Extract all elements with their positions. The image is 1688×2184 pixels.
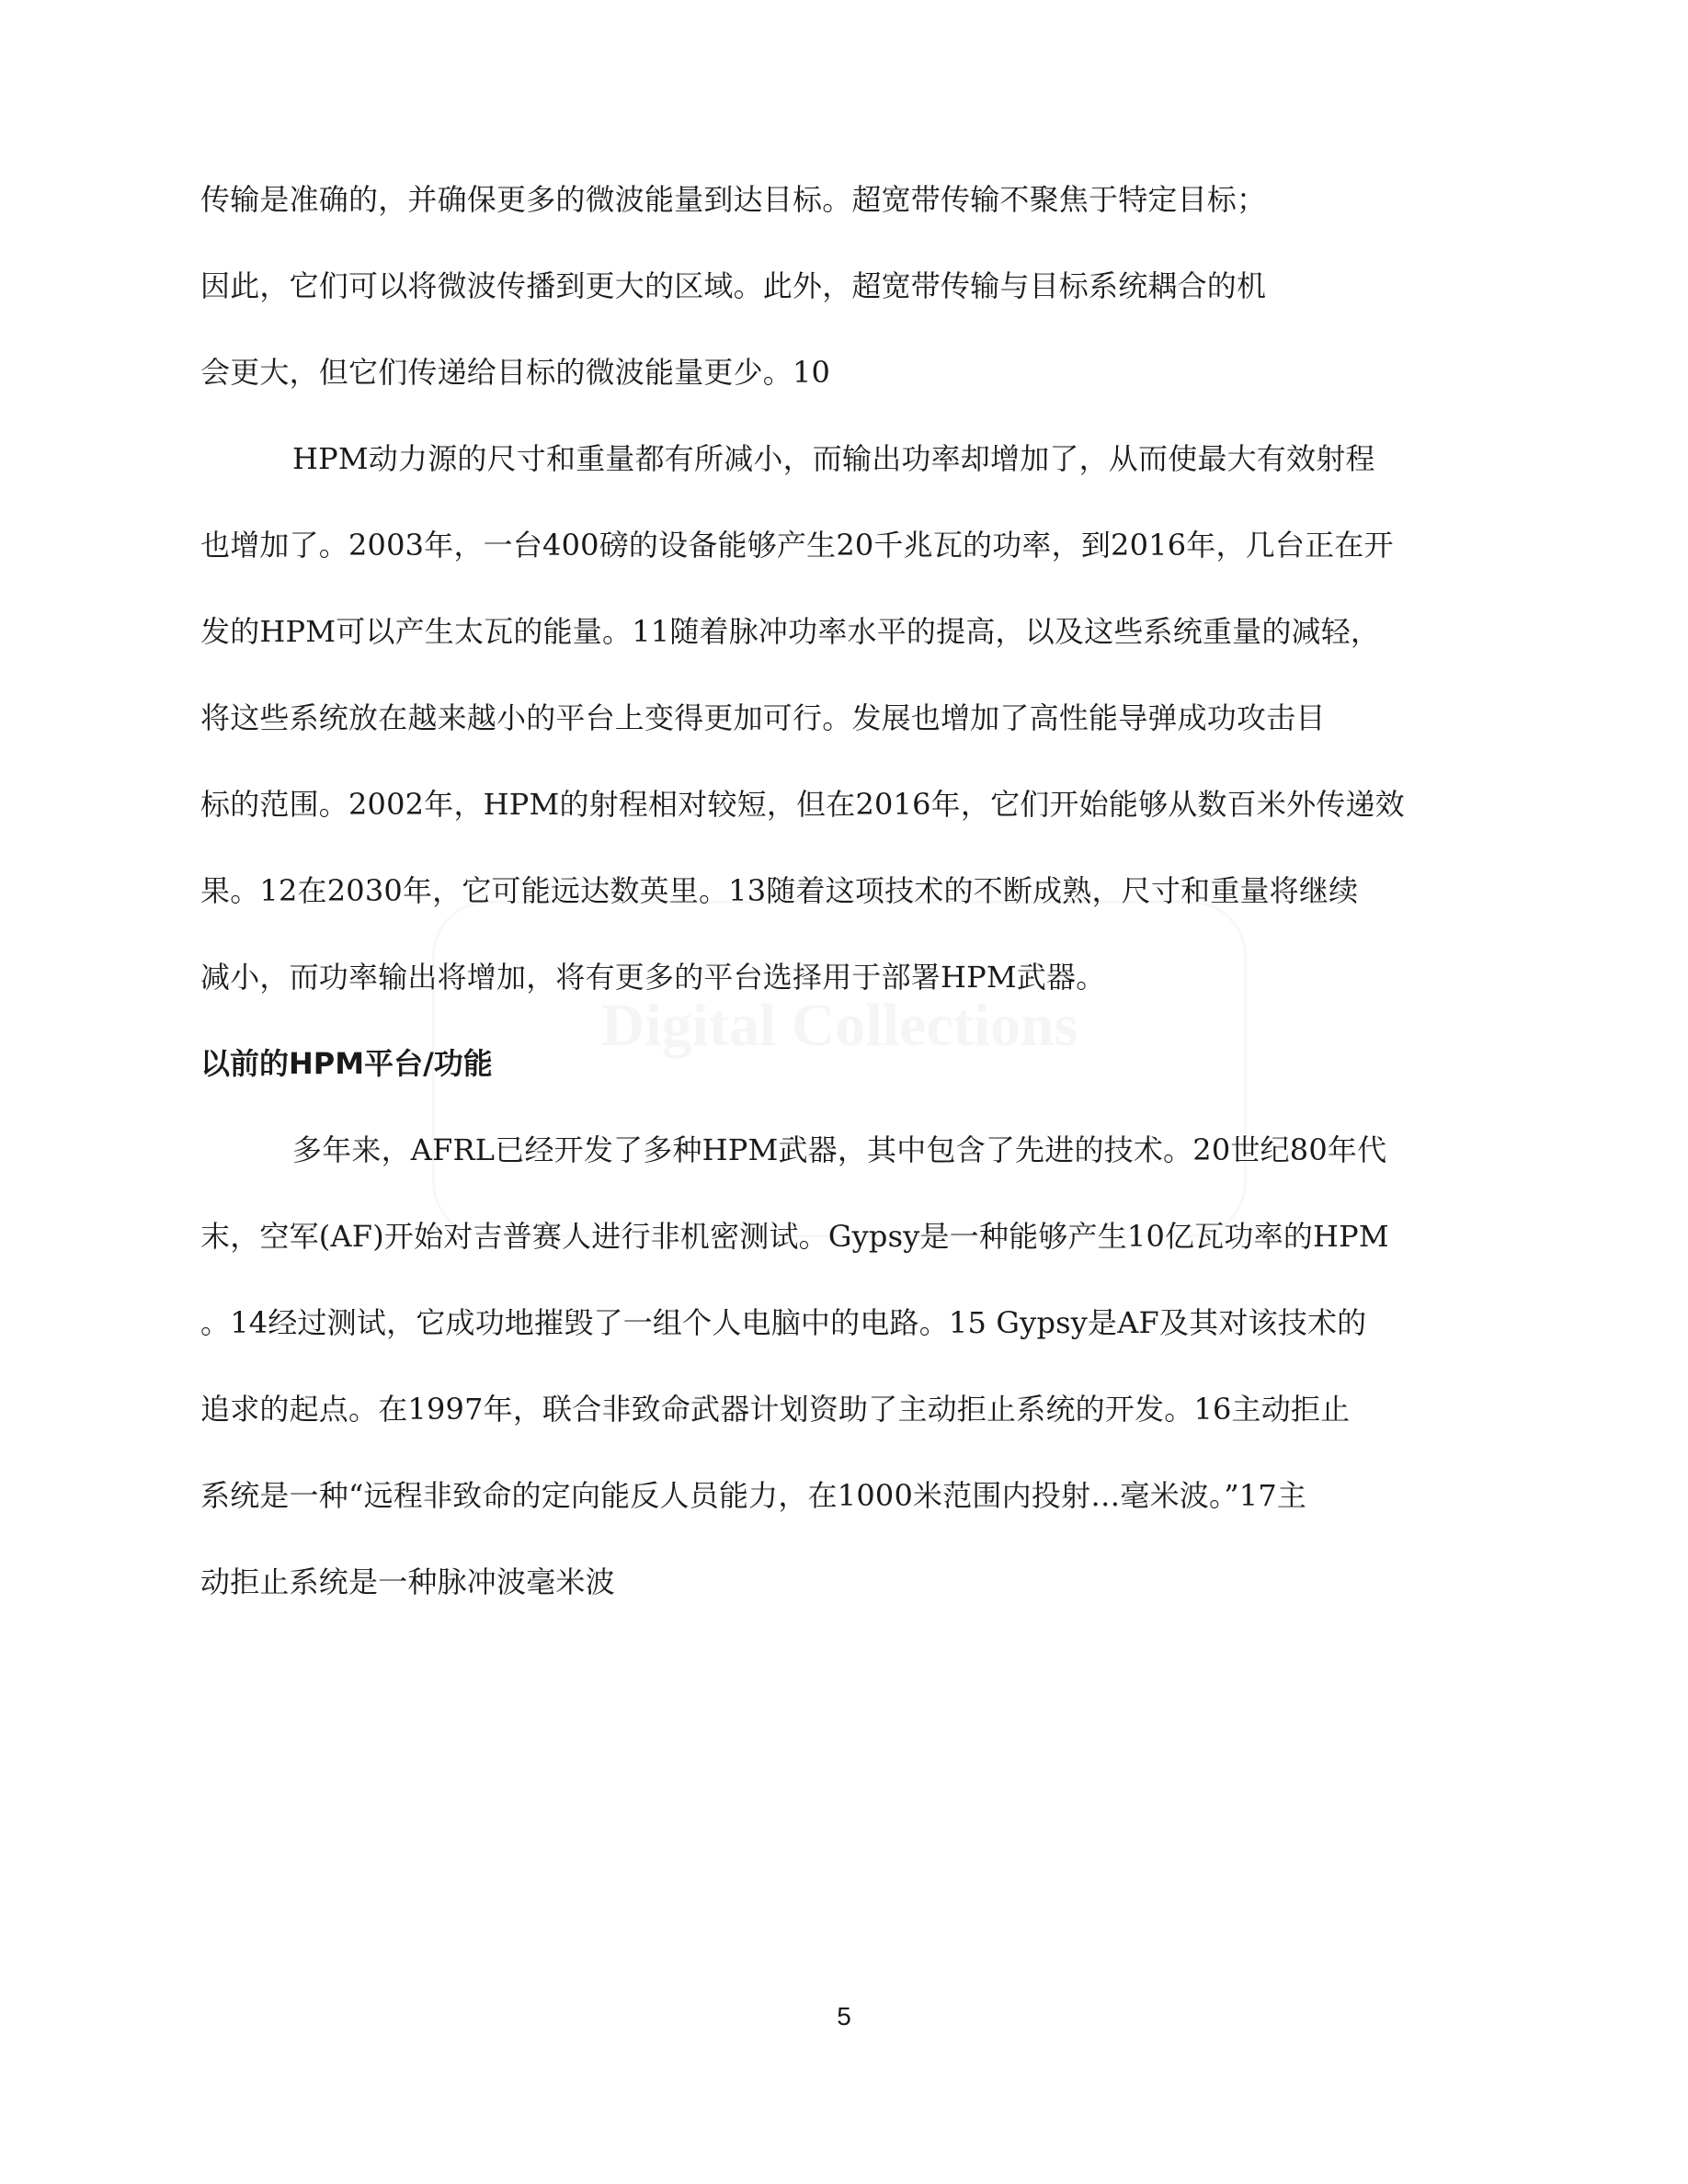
text-line: HPM动力源的尺寸和重量都有所减小，而输出功率却增加了，从而使最大有效射程 — [292, 441, 1375, 476]
text-line: 果。12在2030年，它可能远达数英里。13随着这项技术的不断成熟，尺寸和重量将继续 — [200, 873, 1359, 908]
text-line: 将这些系统放在越来越小的平台上变得更加可行。发展也增加了高性能导弹成功攻击目 — [200, 700, 1326, 735]
text-line: 多年来，AFRL已经开发了多种HPM武器，其中包含了先进的技术。20世纪80年代 — [292, 1132, 1387, 1167]
section-heading: 以前的HPM平台/功能 — [200, 1046, 493, 1081]
paragraph-3 — [200, 1107, 1506, 1625]
text-line: 传输是准确的，并确保更多的微波能量到达目标。超宽带传输不聚焦于特定目标； — [200, 182, 1267, 217]
page-number: 5 — [837, 2002, 851, 2030]
text-line: 减小，而功率输出将增加，将有更多的平台选择用于部署HPM武器。 — [200, 960, 1106, 995]
watermark-title: Digital Collections — [600, 992, 1078, 1059]
text-line: 标的范围。2002年，HPM的射程相对较短，但在2016年，它们开始能够从数百米外传递效 — [200, 787, 1405, 822]
text-line: 。14经过测试，它成功地摧毁了一组个人电脑中的电路。15 Gypsy是AF及其对该技术的 — [200, 1305, 1367, 1340]
document-body — [200, 156, 1506, 1625]
text-line: 追求的起点。在1997年，联合非致命武器计划资助了主动拒止系统的开发。16主动拒止 — [200, 1392, 1351, 1427]
text-line: 系统是一种“远程非致命的定向能反人员能力，在1000米范围内投射…毫米波。”17主 — [200, 1478, 1307, 1513]
text-line: 会更大，但它们传递给目标的微波能量更少。10 — [200, 355, 831, 390]
paragraph-2 — [200, 415, 1506, 1020]
text-line: 动拒止系统是一种脉冲波毫米波 — [200, 1564, 615, 1599]
paragraph-1 — [200, 156, 1506, 415]
text-line: 因此，它们可以将微波传播到更大的区域。此外，超宽带传输与目标系统耦合的机 — [200, 268, 1267, 303]
text-line: 末，空军(AF)开始对吉普赛人进行非机密测试。Gypsy是一种能够产生10亿瓦功率的HPM — [200, 1219, 1389, 1254]
text-line: 也增加了。2003年，一台400磅的设备能够产生20千兆瓦的功率，到2016年，几台正在开 — [200, 528, 1394, 563]
text-line: 发的HPM可以产生太瓦的能量。11随着脉冲功率水平的提高，以及这些系统重量的减轻， — [200, 614, 1381, 649]
